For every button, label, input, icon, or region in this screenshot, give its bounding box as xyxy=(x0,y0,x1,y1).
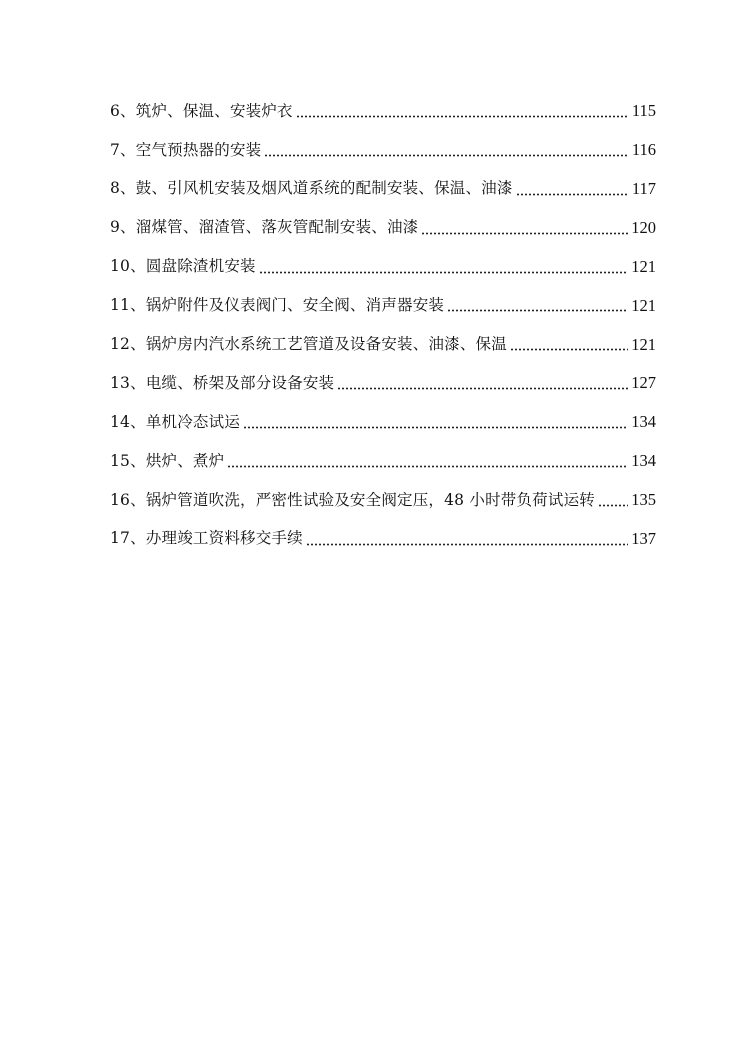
toc-entry-page: 121 xyxy=(631,334,656,354)
toc-entry-page: 134 xyxy=(631,412,656,432)
table-of-contents xyxy=(110,92,656,559)
toc-entry xyxy=(110,286,656,325)
toc-dot-leader xyxy=(598,504,628,507)
toc-entry-title: 14、单机冷态试运 xyxy=(110,412,241,431)
toc-entry-title: 16、锅炉管道吹洗，严密性试验及安全阀定压，48 小时带负荷试运转 xyxy=(110,490,595,509)
toc-entry-page: 137 xyxy=(631,528,656,548)
toc-entry xyxy=(110,520,656,559)
toc-entry-title: 7、空气预热器的安装 xyxy=(110,140,262,159)
toc-entry-page: 117 xyxy=(631,178,656,198)
toc-entry xyxy=(110,170,656,209)
toc-entry xyxy=(110,248,656,287)
toc-entry-title: 17、办理竣工资料移交手续 xyxy=(110,529,303,548)
toc-entry xyxy=(110,92,656,131)
toc-dot-leader xyxy=(421,232,628,235)
toc-dot-leader xyxy=(296,115,629,118)
toc-entry-title: 9、溜煤管、溜渣管、落灰管配制安装、油漆 xyxy=(110,218,419,237)
toc-entry-title: 6、筑炉、保温、安装炉衣 xyxy=(110,101,293,120)
toc-entry xyxy=(110,442,656,481)
toc-dot-leader xyxy=(306,543,628,546)
toc-dot-leader xyxy=(243,426,628,429)
toc-entry-title: 15、烘炉、煮炉 xyxy=(110,451,225,470)
toc-entry-page: 127 xyxy=(631,373,656,393)
toc-entry-title: 10、圆盘除渣机安装 xyxy=(110,257,256,276)
toc-entry xyxy=(110,481,656,520)
toc-dot-leader xyxy=(516,193,629,196)
toc-entry-title: 11、锅炉附件及仪表阀门、安全阀、消声器安装 xyxy=(110,296,445,315)
toc-dot-leader xyxy=(259,271,629,274)
toc-entry-title: 13、电缆、桥架及部分设备安装 xyxy=(110,373,335,392)
toc-dot-leader xyxy=(510,348,628,351)
toc-entry-title: 12、锅炉房内汽水系统工艺管道及设备安装、油漆、保温 xyxy=(110,335,507,354)
toc-dot-leader xyxy=(337,387,628,390)
toc-entry-page: 121 xyxy=(631,256,656,276)
toc-entry-page: 135 xyxy=(631,490,656,510)
toc-dot-leader xyxy=(227,465,628,468)
toc-dot-leader xyxy=(264,154,628,157)
toc-entry-page: 134 xyxy=(631,451,656,471)
toc-entry xyxy=(110,403,656,442)
toc-entry xyxy=(110,325,656,364)
toc-entry xyxy=(110,209,656,248)
toc-entry-title: 8、鼓、引风机安装及烟风道系统的配制安装、保温、油漆 xyxy=(110,179,513,198)
toc-entry xyxy=(110,131,656,170)
toc-entry xyxy=(110,364,656,403)
toc-entry-page: 116 xyxy=(631,140,656,160)
toc-entry-page: 121 xyxy=(631,295,656,315)
toc-entry-page: 120 xyxy=(631,217,656,237)
toc-dot-leader xyxy=(447,309,628,312)
toc-entry-page: 115 xyxy=(631,101,656,121)
